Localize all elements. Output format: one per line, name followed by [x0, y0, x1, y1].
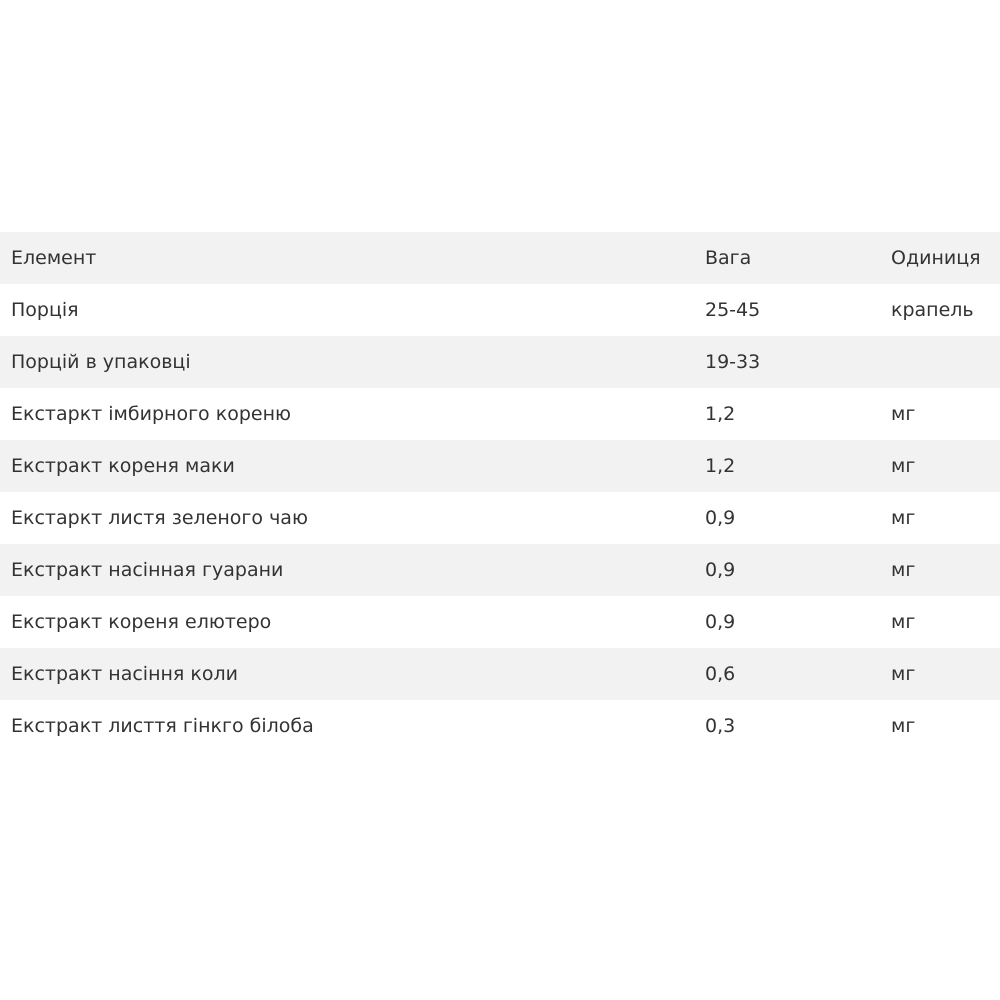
cell-weight: 1,2	[705, 403, 736, 425]
cell-weight: 0,9	[705, 507, 736, 529]
cell-element: Порція	[11, 299, 79, 321]
cell-unit: мг	[891, 663, 916, 685]
table-row	[0, 284, 1000, 336]
cell-element: Екстракт лисття гінкго білоба	[11, 715, 314, 737]
table-row	[0, 336, 1000, 388]
cell-weight: 25-45	[705, 299, 761, 321]
header-element: Елемент	[11, 247, 97, 269]
table-row	[0, 440, 1000, 492]
cell-weight: 0,9	[705, 559, 736, 581]
cell-unit: крапель	[891, 299, 974, 321]
table-header-row	[0, 232, 1000, 284]
cell-weight: 0,9	[705, 611, 736, 633]
cell-element: Екстракт насіння коли	[11, 663, 238, 685]
table-row	[0, 492, 1000, 544]
header-unit: Одиниця	[891, 247, 981, 269]
cell-unit: мг	[891, 403, 916, 425]
table-row	[0, 700, 1000, 752]
cell-element: Порцій в упаковці	[11, 351, 191, 373]
cell-element: Екстаркт імбирного кореню	[11, 403, 291, 425]
cell-unit: мг	[891, 715, 916, 737]
cell-element: Екстракт кореня елютеро	[11, 611, 272, 633]
cell-weight: 0,3	[705, 715, 736, 737]
cell-unit: мг	[891, 507, 916, 529]
table-row	[0, 596, 1000, 648]
table-row	[0, 388, 1000, 440]
cell-weight: 19-33	[705, 351, 761, 373]
cell-element: Екстаркт листя зеленого чаю	[11, 507, 308, 529]
cell-element: Екстракт кореня маки	[11, 455, 235, 477]
cell-unit: мг	[891, 559, 916, 581]
ingredients-table	[0, 232, 1000, 752]
table-row	[0, 648, 1000, 700]
cell-weight: 1,2	[705, 455, 736, 477]
cell-unit: мг	[891, 455, 916, 477]
cell-element: Екстракт насінная гуарани	[11, 559, 284, 581]
table-row	[0, 544, 1000, 596]
cell-unit: мг	[891, 611, 916, 633]
header-weight: Вага	[705, 247, 752, 269]
cell-weight: 0,6	[705, 663, 736, 685]
